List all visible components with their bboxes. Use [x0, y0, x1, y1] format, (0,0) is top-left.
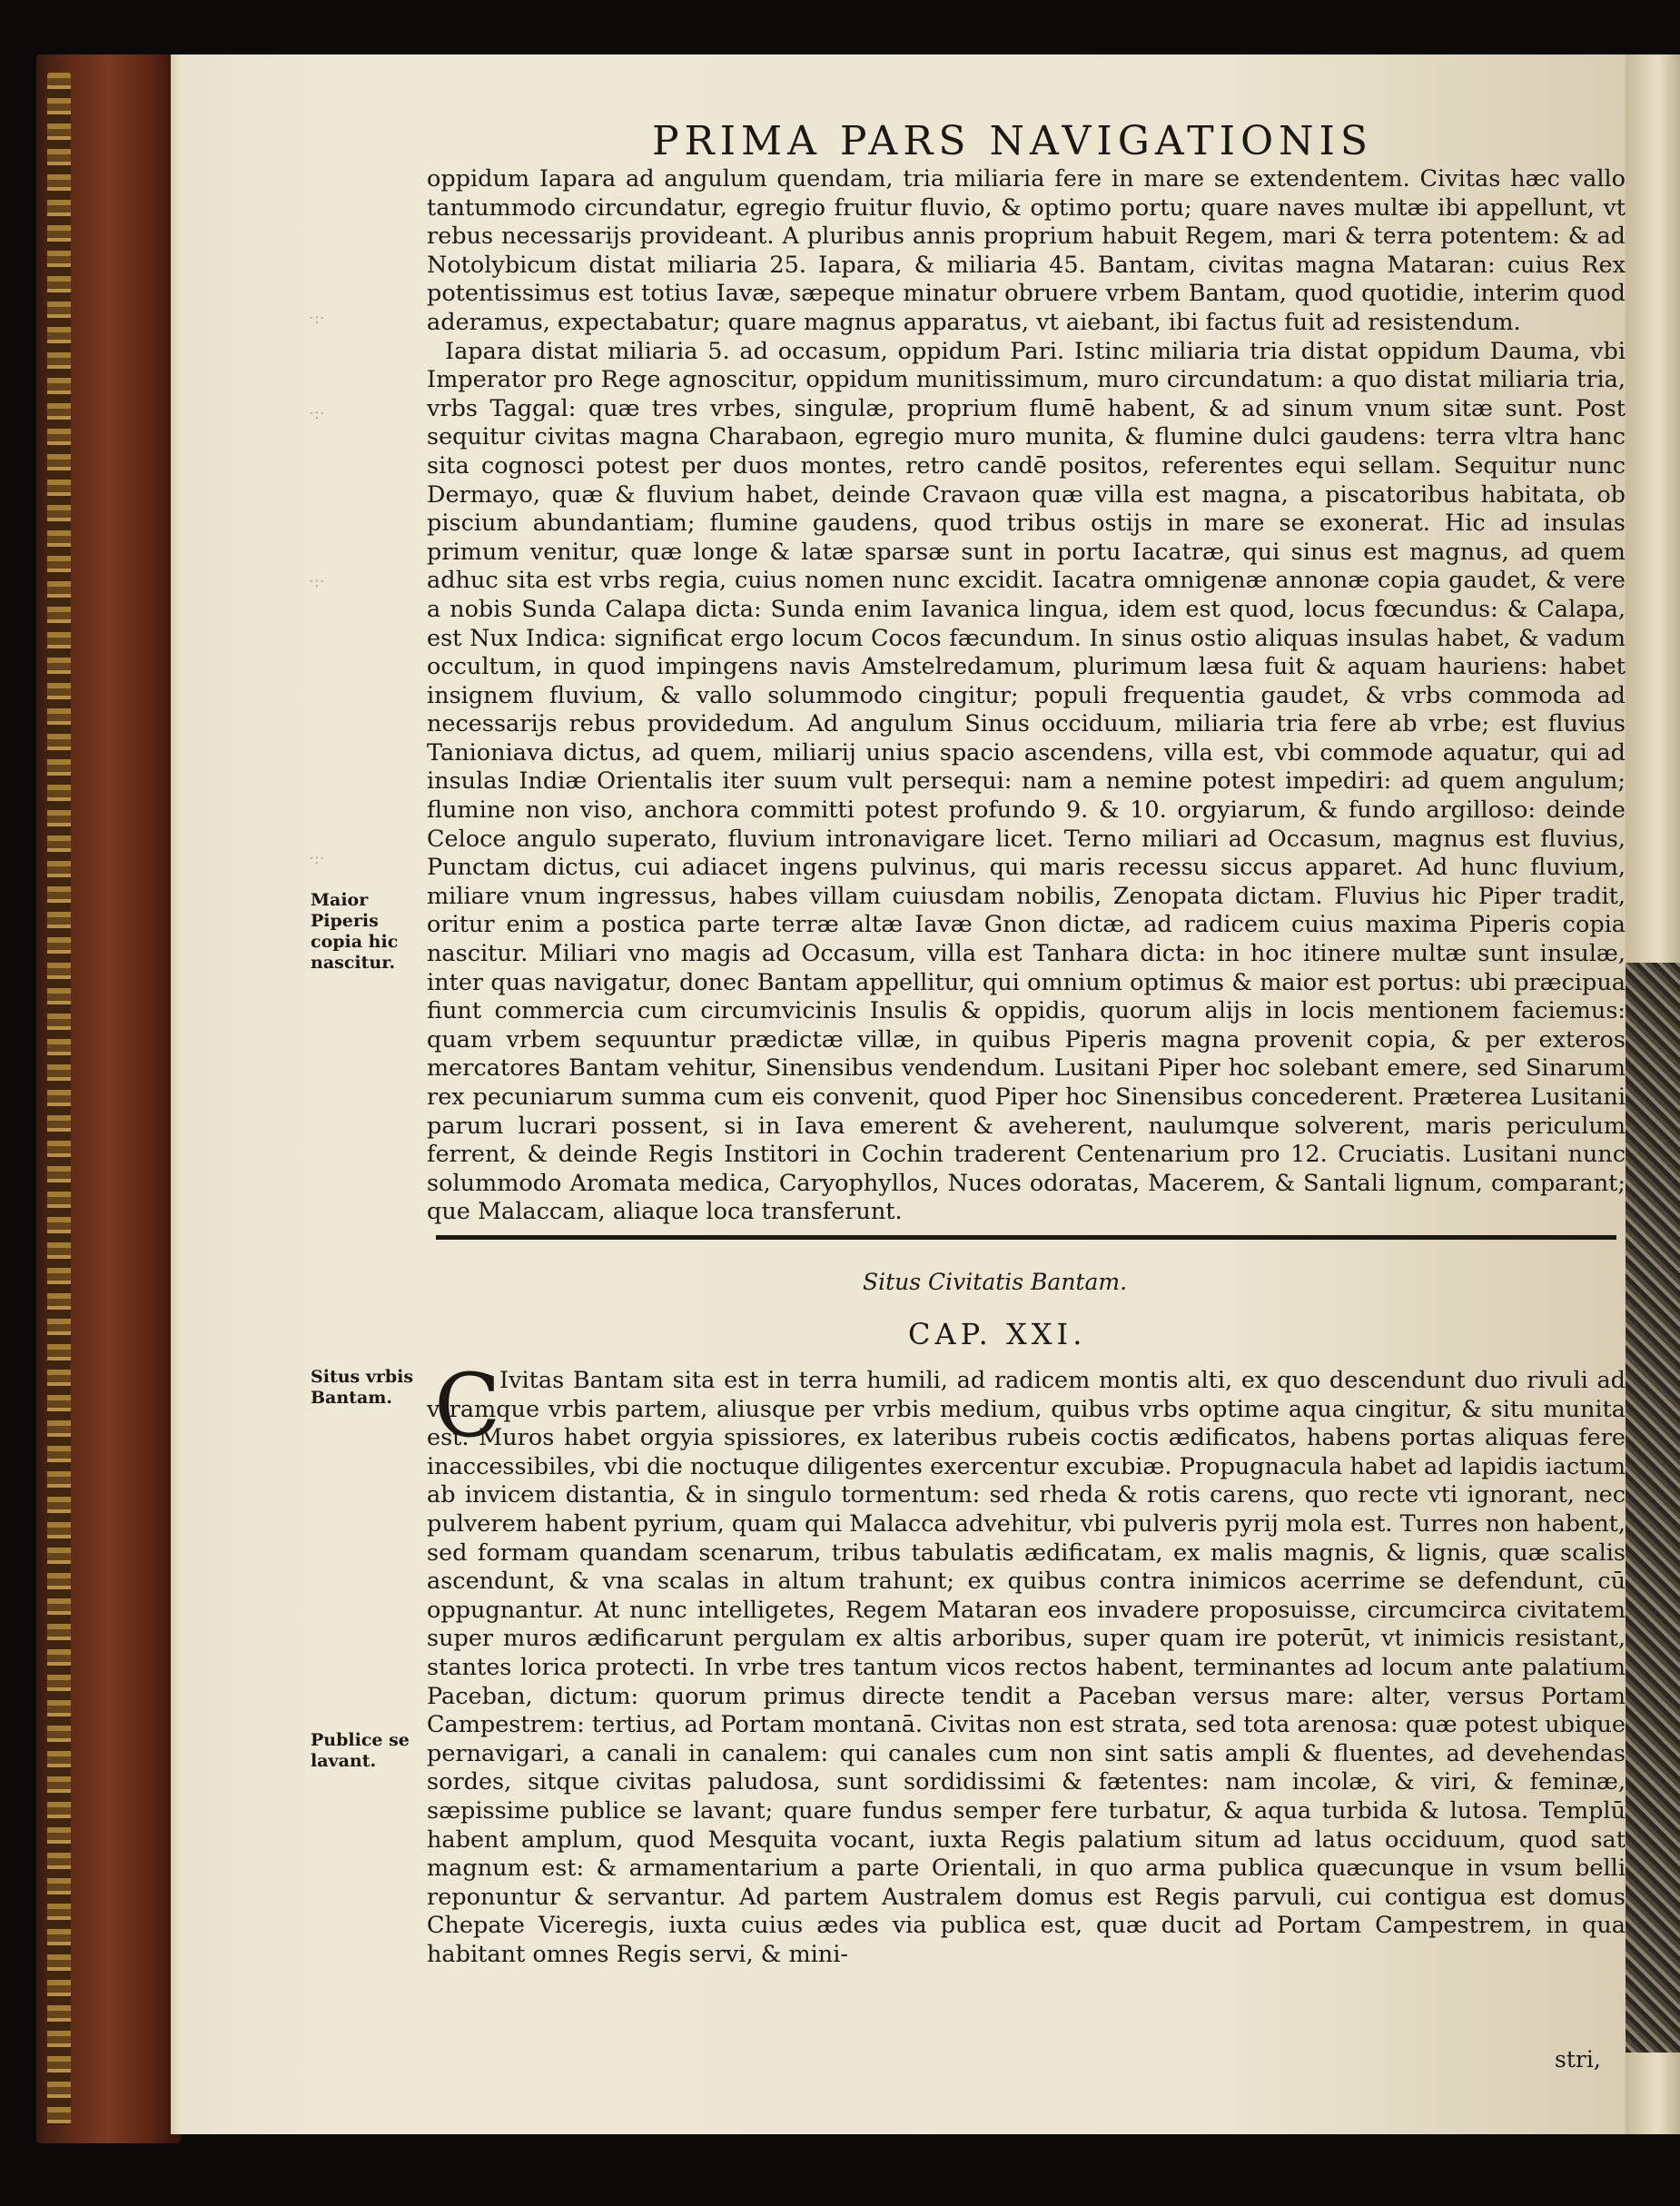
running-head: PRIMA PARS NAVIGATIONIS	[651, 118, 1374, 164]
top-text-block	[427, 165, 1626, 1227]
bleed-through-mark: ·:·	[309, 404, 325, 423]
paragraph-coast: Iapara distat miliaria 5. ad occasum, oppidum Pari. Istinc miliaria tria distat oppidum Dauma, vbi Imperator pro Rege agnoscitur, oppidum munitissimum, muro circundatum: a quo distat miliaria tria, vrbs Taggal: quæ tres vrbes, singulæ, proprium flumē habent, & ad sinum vnum sitæ sunt. Post sequitur civitas magna Charabaon, egregio muro munita, & flumine dulci gaudens: terra vltra hanc sita cognosci potest per duos montes, retro candē positos, referentes equi sellam. Sequitur nunc Dermayo, quæ & fluvium habet, deinde Cravaon quæ villa est magna, a piscatoribus habitata, ob piscium abundantiam; flumine gaudens, quod tribus ostijs in mare se exonerat. Hic ad insulas primum venitur, quæ longe & latæ sparsæ sunt in portu Iacatræ, qui sinus est magnus, ad quem adhuc sita est vrbs regia, cuius nomen nunc excidit. Iacatra omnigenæ annonæ copia gaudet, & vere a nobis Sunda Calapa dicta: Sunda enim Iavanica lingua, idem est quod, locus fœcundus: & Calapa, est Nux Indica: significat ergo locum Cocos fæcundum. In sinus ostio aliquas insulas habet, & vadum occultum, in quod impingens navis Amstelredamum, plurimum læsa fuit & aquam hauriens: habet insignem fluvium, & vallo solummodo cingitur; populi frequentia gaudet, & vrbs commoda ad necessarijs rebus providedum. Ad angulum Sinus occiduum, miliaria tria fere ab vrbe; est fluvius Tanioniava dictus, ad quem, miliarij unius spacio ascendens, villa est, vbi commode aquatur, qui ad insulas Indiæ Orientalis iter suum vult persequi: nam a nemine potest impediri: ad quem angulum; flumine non viso, anchora committi potest profundo 9. & 10. orgyiarum, & fundo argilloso: deinde Celoce angulo superato, fluvium intronavigare licet. Terno miliari ad Occasum, magnus est fluvius, Punctam dictus, cui adiacet ingens pulvinus, qui maris recessu siccus apparet. Ad hunc fluvium, miliare vnum ingressus, habes villam cuiusdam nobilis, Zenopata dictam. Fluvius hic Piper tradit, oritur enim a postica parte terræ altæ Iavæ Gnon dictæ, ad radicem cuius maxima Piperis copia nascitur. Miliari vno magis ad Occasum, villa est Tanhara dicta: in hoc itinere multæ sunt insulæ, inter quas navigatur, donec Bantam appellitur, qui omnium optimus & maior est portus: ubi præcipua fiunt commercia cum circumvicinis Insulis & oppidis, quorum alijs in locis mentionem faciemus: quam vrbem sequuntur prædictæ villæ, in quibus Piperis magna provenit copia, & per exteros mercatores Bantam vehitur, Sinensibus vendendum. Lusitani Piper hoc solebant emere, sed Sinarum rex pecuniarum summa cum eis convenit, quod Piper hoc Sinensibus concederent. Præterea Lusitani parum lucrari possent, si in Iava emerent & aveherent, naulumque solverent, maris periculum ferrent, & deinde Regis Institori in Cochin traderent Centenarium pro 12. Cruciatis. Lusitani nunc solummodo Aromata medica, Caryophyllos, Nuces odoratas, Macerem, & Santali lignum, comparant; que Malaccam, aliaque loca transferunt.	[427, 337, 1626, 1226]
facing-page-strip	[1626, 54, 1680, 2134]
chapter-paragraph: Ivitas Bantam sita est in terra humili, ad radicem montis alti, ex quo descendunt duo rivuli ad vtramque vrbis partem, aliusque per vrbis medium, quibus vrbs optime aqua cingitur, & situ munita est. Muros habet orgyia spissiores, ex lateribus rubeis coctis ædificatos, habens portas aliquas fere inaccessibiles, vbi die noctuque diligentes exercentur excubiæ. Propugnacula habet ad lapidis iactum ab invicem distantia, & in singulo tormentum: sed rheda & rotis carens, quo recte vti ignorant, nec pulverem habent pyrium, quam qui Malacca advehitur, vbi pulveris pyrij mola est. Turres non habent, sed formam quandam scenarum, tribus tabulatis ædificatam, ex malis magnis, & lignis, quæ scalis ascendunt, & vna scalas in altum trahunt; ex quibus contra inimicos acerrime se defendunt, cū oppugnantur. At nunc intelligetes, Regem Mataran eos invadere proposuisse, circumcirca civitatem super muros ædificarunt pergulam ex altis arboribus, super quam ire poterūt, vt inimicis resistant, stantes lorica protecti. In vrbe tres tantum vicos rectos habent, terminantes ad locum ante palatium Paceban, dictum: quorum primus directe tendit a Paceban versus mare: alter, versus Portam Campestrem: tertius, ad Portam montanā. Civitas non est strata, sed tota arenosa: quæ potest ubique pernavigari, a canali in canalem: qui canales cum non sint satis ampli & fluentes, ad devehendas sordes, sitque civitas paludosa, sunt sordidissimi & fætentes: nam incolæ, & viri, & feminæ, sæpissime publice se lavant; quare fundus semper fere turbatur, & aqua turbida & lutosa. Templū habent amplum, quod Mesquita vocant, iuxta Regis palatium situm ad latus occiduum, quod sat magnum est: & armamentarium a parte Orientali, in quo arma publica quæcunque in vsum belli reponuntur & servantur. Ad partem Australem domus est Regis parvuli, cui contigua est domus Chepate Viceregis, iuxta cuius ædes via publica est, quæ ducit ad Portam Campestrem, in qua habitant omnes Regis servi, & mini-	[427, 1367, 1626, 1968]
margin-note-bathing: Publice se lavant.	[311, 1730, 410, 1771]
chapter-text-block	[427, 1367, 1626, 1969]
bleed-through-mark: ·:·	[309, 572, 325, 591]
bleed-through-mark: ·:·	[309, 309, 325, 328]
margin-note-pepper: Maior Piperis copia hic nascitur.	[311, 890, 399, 973]
drop-cap: C	[434, 1355, 501, 1457]
section-rule	[436, 1235, 1616, 1240]
facing-page-engraving	[1626, 963, 1680, 2053]
bleed-through-mark: ·:·	[309, 849, 325, 868]
paragraph-iapara: oppidum Iapara ad angulum quendam, tria miliaria fere in mare se extendentem. Civitas hæc vallo tantummodo circundatur, egregio fruitur fluvio, & optimo portu; quare naves multæ ibi appellunt, vt rebus necessarijs provideant. A pluribus annis proprium habuit Regem, mari & terra potentem: & ad Notolybicum distat miliaria 25. Iapara, & miliaria 45. Bantam, civitas magna Mataran: cuius Rex potentissimus est totius Iavæ, sæpeque minatur obruere vrbem Bantam, quod quotidie, interim quod aderamus, expectabatur; quare magnus apparatus, vt aiebant, ibi factus fuit ad resistendum.	[427, 165, 1626, 336]
margin-note-bantam: Situs vrbis Bantam.	[311, 1367, 414, 1408]
catchword: stri,	[1555, 2046, 1601, 2072]
gilt-spine-ornament	[47, 73, 71, 2125]
chapter-title: CAP. XXI.	[908, 1317, 1087, 1351]
section-title: Situs Civitatis Bantam.	[863, 1269, 1128, 1295]
